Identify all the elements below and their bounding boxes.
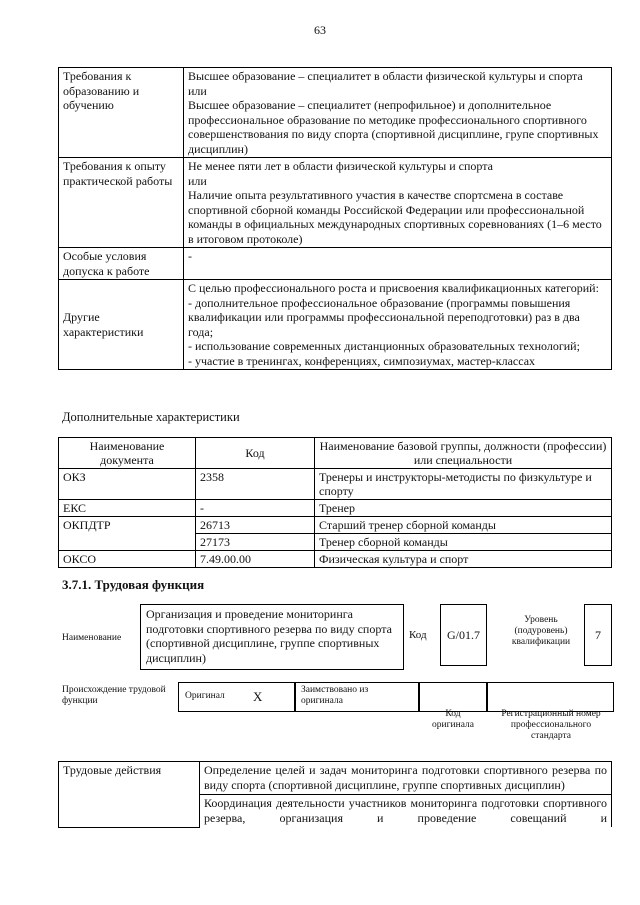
page-number: 63 xyxy=(314,23,326,37)
table-cell: Тренеры и инструкторы-методисты по физкультуре и спорту xyxy=(315,469,612,500)
table-row xyxy=(59,248,612,280)
code-label: Код xyxy=(409,629,427,641)
function-name-box: Организация и проведение мониторинга подготовки спортивного резерва по виду спорта (спортивной дисциплине, группе спортивных дисциплин) xyxy=(140,604,404,670)
code-original-cell xyxy=(418,682,488,712)
table-row xyxy=(59,517,612,534)
text-line: - участие в тренингах, конференциях, симпозиумах, мастер-классах xyxy=(188,353,536,368)
requirements-table xyxy=(58,67,612,370)
text-line: Высшее образование – специалитет в области физической культуры и спорта xyxy=(188,69,583,83)
reg-number-cell xyxy=(486,682,614,712)
action-item: Определение целей и задач мониторинга подготовки спортивного резерва по виду спорта (спортивной дисциплине, группе спортивных дисциплин) xyxy=(200,762,612,795)
labor-actions-table xyxy=(58,761,612,828)
table-cell: Тренер сборной команды xyxy=(315,534,612,551)
table-cell: Физическая культура и спорт xyxy=(315,551,612,568)
table-cell: 27173 xyxy=(196,534,315,551)
table-cell: ОКЗ xyxy=(59,469,196,500)
table-cell: 7.49.00.00 xyxy=(196,551,315,568)
column-header: Код xyxy=(196,438,315,469)
row-label: Требования к образованию и обучению xyxy=(59,68,184,158)
table-row xyxy=(59,68,612,158)
text-line: Наличие опыта результативного участия в качестве спортсмена в составе спортивной сборной команды Российской Федерации или профессиональной команды в официальных международных спортивных соревнованиях (1–6 место в итоговом протоколе) xyxy=(188,188,602,246)
row-label: Трудовые действия xyxy=(59,762,200,828)
section-title: 3.7.1. Трудовая функция xyxy=(62,577,205,592)
table-cell: ЕКС xyxy=(59,500,196,517)
borrowed-label: Заимствовано из оригинала xyxy=(301,685,369,706)
function-code-box: G/01.7 xyxy=(440,604,487,666)
original-label: Оригинал xyxy=(185,691,225,701)
original-mark: X xyxy=(253,689,263,704)
column-header: Наименование документа xyxy=(59,438,196,469)
row-value xyxy=(184,158,612,248)
row-label: Другие характеристики xyxy=(59,280,184,370)
origin-label: Происхождение трудовой функции xyxy=(62,685,166,706)
table-row xyxy=(59,280,612,370)
table-cell: - xyxy=(196,500,315,517)
table-header-row xyxy=(59,438,612,469)
row-value xyxy=(184,280,612,370)
text-line: - xyxy=(188,249,192,263)
text-line: - дополнительное профессиональное образование (программы повышения квалификации или программы профессиональной переподготовки) раз в два года; xyxy=(188,295,580,339)
row-value xyxy=(184,248,612,280)
table-cell: Старший тренер сборной команды xyxy=(315,517,612,534)
table-cell: Тренер xyxy=(315,500,612,517)
text-line: или xyxy=(188,83,207,98)
action-item: Координация деятельности участников мониторинга подготовки спортивного резерва, организация и проведение совещаний и xyxy=(200,795,612,828)
additional-title: Дополнительные характеристики xyxy=(62,410,240,424)
row-label: Требования к опыту практической работы xyxy=(59,158,184,248)
table-row xyxy=(59,158,612,248)
text-line: С целью профессионального роста и присвоения квалификационных категорий: xyxy=(188,281,599,295)
table-cell: 2358 xyxy=(196,469,315,500)
text-line: Высшее образование – специалитет (непрофильное) и дополнительное профессиональное образование по методике профессионального спортивного совершенствования по виду спорта (спортивной дисциплине, групе спортивных дисциплин) xyxy=(188,98,599,156)
text-line: или xyxy=(188,173,207,188)
row-value xyxy=(184,68,612,158)
row-label: Особые условия допуска к работе xyxy=(59,248,184,280)
table-row xyxy=(59,500,612,517)
level-box: 7 xyxy=(584,604,612,666)
table-cell: ОКПДТР xyxy=(59,517,196,551)
text-line: Не менее пяти лет в области физической культуры и спорта xyxy=(188,159,493,173)
level-label: Уровень (подуровень) квалификации xyxy=(511,615,571,647)
table-cell: ОКСО xyxy=(59,551,196,568)
table-cell: 26713 xyxy=(196,517,315,534)
table-row xyxy=(59,469,612,500)
text-line: - использование современных дистанционных образовательных технологий; xyxy=(188,339,580,353)
table-row xyxy=(59,551,612,568)
additional-table xyxy=(58,437,612,568)
original-cell xyxy=(178,682,296,712)
column-header: Наименование базовой группы, должности (профессии) или специальности xyxy=(315,438,612,469)
code-original-label: Код оригинала xyxy=(432,709,474,730)
borrowed-cell xyxy=(294,682,420,712)
name-label: Наименование xyxy=(62,633,122,643)
reg-number-label: Регистрационный номер профессионального стандарта xyxy=(501,709,601,741)
table-row xyxy=(59,762,612,795)
